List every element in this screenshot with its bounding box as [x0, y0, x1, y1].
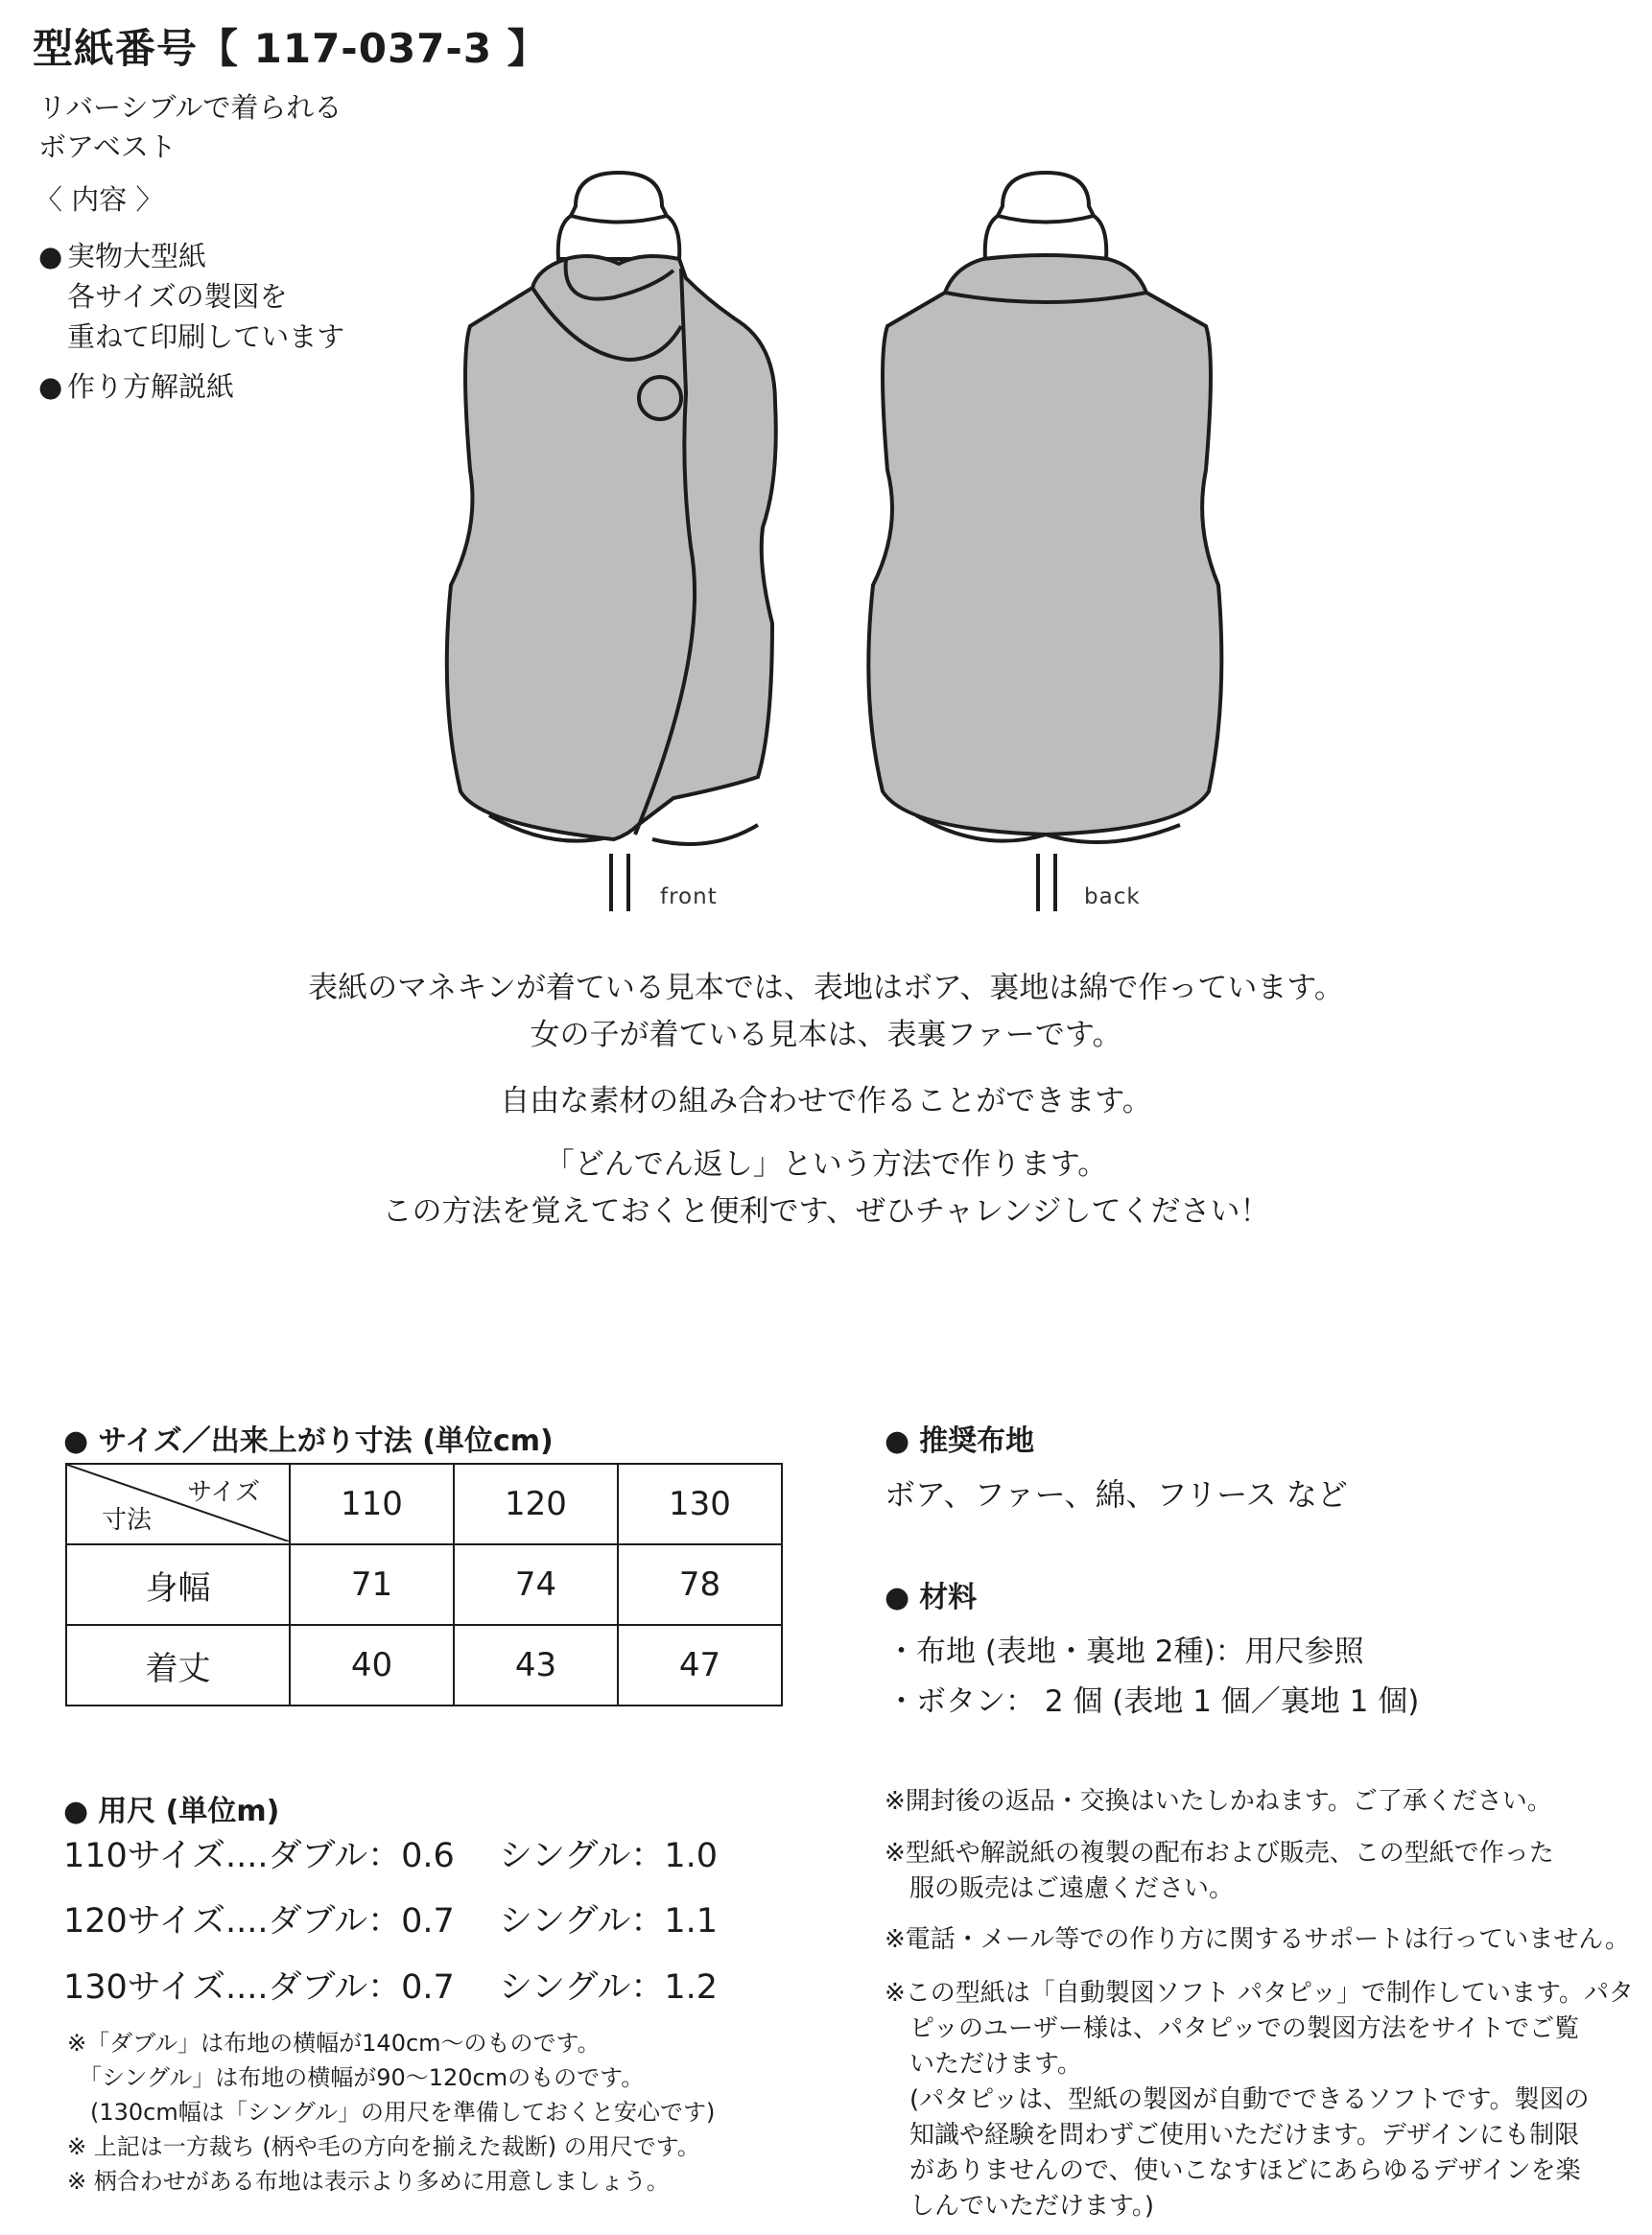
subtitle-line: ボアベスト — [38, 130, 177, 163]
notice-item: ※型紙や解説紙の複製の配布および販売、この型紙で作った 服の販売はご遠慮ください。 — [885, 1839, 1554, 1903]
diagonal-header-cell — [66, 1464, 290, 1544]
material-item: ・布地 (表地・裏地 2種)：用尺参照 — [886, 1635, 1364, 1669]
description-paragraph-3 — [0, 1141, 1652, 1235]
notice-item: ※電話・メール等での作り方に関するサポートは行っていません。 — [885, 1925, 1630, 1954]
contents-item-text: 作り方解説紙 — [67, 370, 235, 403]
pattern-number-title: 型紙番号【 117-037-3 】 — [33, 25, 549, 72]
row-label: 身幅 — [66, 1544, 290, 1625]
front-label: front — [660, 884, 718, 909]
notice-item: ※開封後の返品・交換はいたしかねます。ご了承ください。 — [885, 1787, 1552, 1816]
yardage-note: 「シングル」は布地の横幅が90～120cmのものです。 — [67, 2064, 645, 2091]
materials-heading-text: 材料 — [919, 1581, 978, 1614]
description-line: 「どんでん返し」という方法で作ります。 — [544, 1147, 1108, 1182]
table-cell: 40 — [290, 1625, 454, 1706]
product-subtitle — [38, 88, 342, 167]
table-cell: 47 — [618, 1625, 782, 1706]
materials-heading — [885, 1573, 977, 1615]
yardage-notes — [67, 2026, 715, 2199]
vest-button — [639, 377, 681, 419]
description-line: 表紙のマネキンが着ている見本では、表地はボア、裏地は綿で作っています。 — [308, 971, 1344, 1005]
table-cell: 43 — [454, 1625, 618, 1706]
vest-illustration — [422, 163, 1266, 921]
table-cell: 74 — [454, 1544, 618, 1625]
table-header-row — [66, 1464, 782, 1544]
contents-item — [38, 366, 422, 409]
contents-item — [38, 236, 422, 361]
bullet-dot: ● — [38, 370, 63, 403]
size-heading-text: サイズ／出来上がり寸法 (単位cm) — [98, 1424, 554, 1458]
back-vest-drawing — [868, 173, 1221, 911]
fabric-heading — [885, 1417, 1034, 1459]
bullet-dot: ● — [38, 240, 63, 272]
yardage-single: シングル：1.1 — [499, 1902, 719, 1941]
yardage-note: ※ 上記は一方裁ち (柄や毛の方向を揃えた裁断) の用尺です。 — [67, 2133, 700, 2160]
yardage-double: 130サイズ....ダブル：0.7 — [63, 1968, 455, 2007]
yardage-row — [63, 1894, 792, 1942]
contents-heading: 〈 内容 〉 — [35, 183, 164, 216]
row-label: 着丈 — [66, 1625, 290, 1706]
bullet-dot: ● — [63, 1795, 89, 1828]
material-item: ・ボタン： 2 個 (表地 1 個／裏地 1 個) — [886, 1684, 1420, 1719]
yardage-note: ※ 柄合わせがある布地は表示より多めに用意しましょう。 — [67, 2168, 670, 2195]
yardage-single: シングル：1.2 — [499, 1968, 719, 2007]
bullet-dot: ● — [63, 1424, 89, 1458]
fabric-list: ボア、ファー、綿、フリース など — [885, 1476, 1348, 1513]
front-vest-drawing — [447, 173, 776, 911]
yardage-double: 110サイズ....ダブル：0.6 — [63, 1837, 455, 1875]
size-section-heading — [63, 1417, 554, 1459]
table-row — [66, 1544, 782, 1625]
bullet-dot: ● — [885, 1581, 910, 1614]
yardage-heading — [63, 1787, 279, 1829]
back-vest-body — [868, 255, 1221, 835]
description-line: 女の子が着ている見本は、表裏ファーです。 — [530, 1018, 1122, 1052]
description-line: この方法を覚えておくと便利です、ぜひチャレンジしてください！ — [382, 1194, 1270, 1229]
yardage-note: ※「ダブル」は布地の横幅が140cm～のものです。 — [67, 2030, 601, 2057]
yardage-heading-text: 用尺 (単位m) — [98, 1795, 280, 1828]
size-table — [65, 1463, 783, 1706]
column-header: 130 — [618, 1464, 782, 1544]
description-paragraph-1 — [0, 965, 1652, 1059]
subtitle-line: リバーシブルで着られる — [38, 91, 342, 124]
yardage-double: 120サイズ....ダブル：0.7 — [63, 1902, 455, 1941]
yardage-note: (130cm幅は「シングル」の用尺を準備しておくと安心です) — [67, 2099, 716, 2126]
column-header: 120 — [454, 1464, 618, 1544]
yardage-single: シングル：1.0 — [499, 1837, 719, 1875]
column-header: 110 — [290, 1464, 454, 1544]
yardage-row — [63, 1829, 792, 1877]
description-paragraph-2: 自由な素材の組み合わせで作ることができます。 — [500, 1084, 1152, 1118]
notice-item: ※この型紙は「自動製図ソフト パタピッ」で制作しています。パタ ピッのユーザー様は、パタピッでの製図方法をサイトでご覧 いただけます。 (パタピッは、型紙の製図が自動でできるソフトです。製図の 知識や経験を問わずご使用いただけます。デザインにも制限 がありませんので、使いこなすほどにあらゆるデザインを楽 しんでいただけます。) — [885, 1979, 1634, 2221]
table-cell: 71 — [290, 1544, 454, 1625]
table-cell: 78 — [618, 1544, 782, 1625]
diag-label-size: サイズ — [187, 1478, 260, 1507]
front-vest-body — [447, 256, 776, 839]
fabric-heading-text: 推奨布地 — [919, 1424, 1035, 1458]
contents-item-text: 実物大型紙 各サイズの製図を 重ねて印刷しています — [67, 240, 345, 353]
back-label: back — [1084, 884, 1141, 909]
bullet-dot: ● — [885, 1424, 910, 1458]
diag-label-measure: 寸法 — [102, 1506, 153, 1535]
table-row — [66, 1625, 782, 1706]
yardage-row — [63, 1961, 792, 2009]
